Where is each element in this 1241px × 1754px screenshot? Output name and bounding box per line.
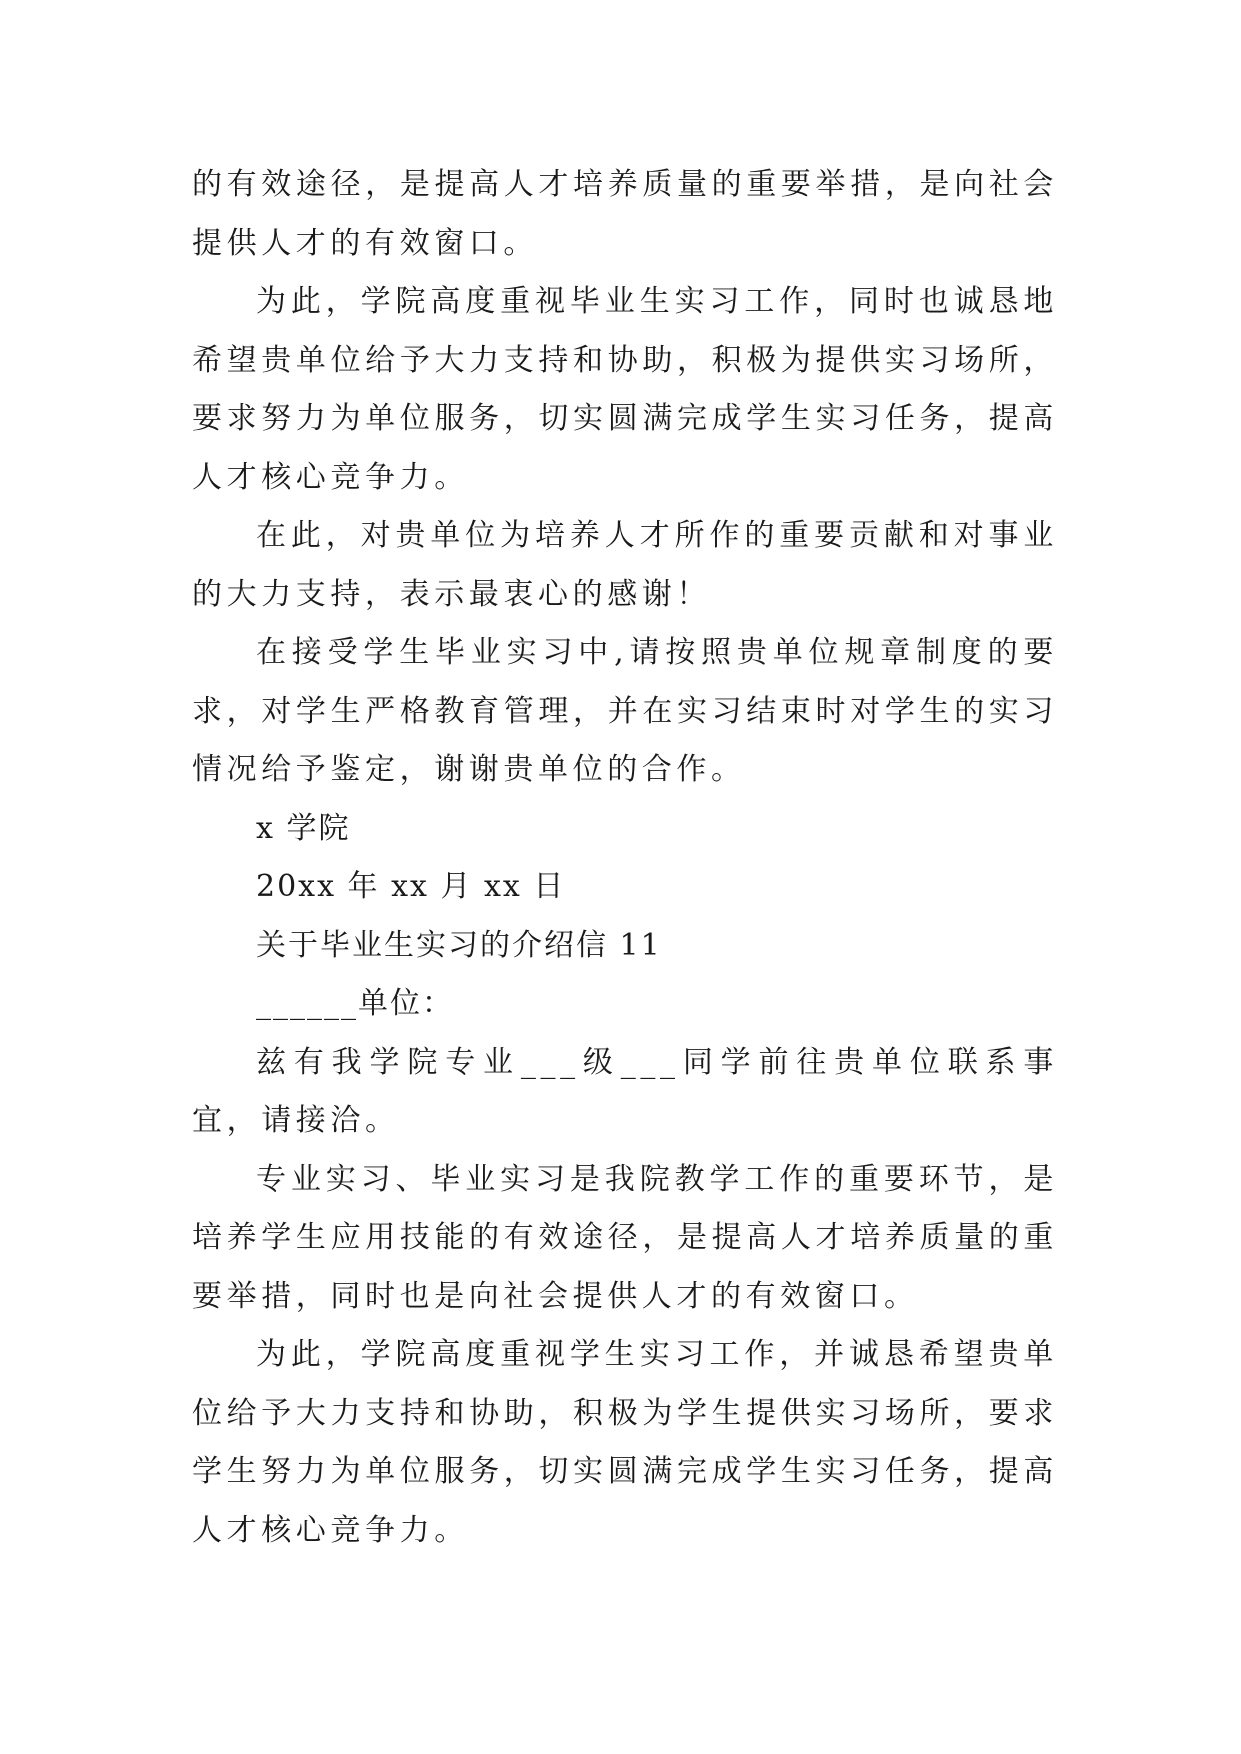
signature-date: 20xx 年 xx 月 xx 日 [256,869,566,904]
paragraph-continued-intro: 的有效途径，是提高人才培养质量的重要举措，是向社会提供人才的有效窗口。 [192,167,1058,261]
paragraph-introduction: 兹有我学院专业___级___同学前往贵单位联系事宜，请接洽。 [192,1044,1058,1138]
letter-title: 关于毕业生实习的介绍信 11 [256,927,662,963]
signature-institution: x 学院 [256,810,351,846]
paragraph-request-support: 为此，学院高度重视毕业生实习工作，同时也诚恳地希望贵单位给予大力支持和协助，积极为提供实习场所，要求努力为单位服务，切实圆满完成学生实习任务，提高人才核心竞争力。 [192,284,1058,495]
paragraph-management-request: 在接受学生毕业实习中,请按照贵单位规章制度的要求，对学生严格教育管理，并在实习结束时对学生的实习情况给予鉴定，谢谢贵单位的合作。 [192,635,1058,787]
recipient-line: ______单位： [256,986,454,1021]
paragraph-internship-importance: 专业实习、毕业实习是我院教学工作的重要环节，是培养学生应用技能的有效途径，是提高人才培养质量的重要举措，同时也是向社会提供人才的有效窗口。 [192,1161,1058,1314]
paragraph-request-support-2: 为此，学院高度重视学生实习工作，并诚恳希望贵单位给予大力支持和协助，积极为学生提供实习场所，要求学生努力为单位服务，切实圆满完成学生实习任务，提高人才核心竞争力。 [192,1337,1058,1548]
document-body [192,156,1058,1560]
paragraph-thanks: 在此，对贵单位为培养人才所作的重要贡献和对事业的大力支持，表示最衷心的感谢！ [192,518,1058,612]
